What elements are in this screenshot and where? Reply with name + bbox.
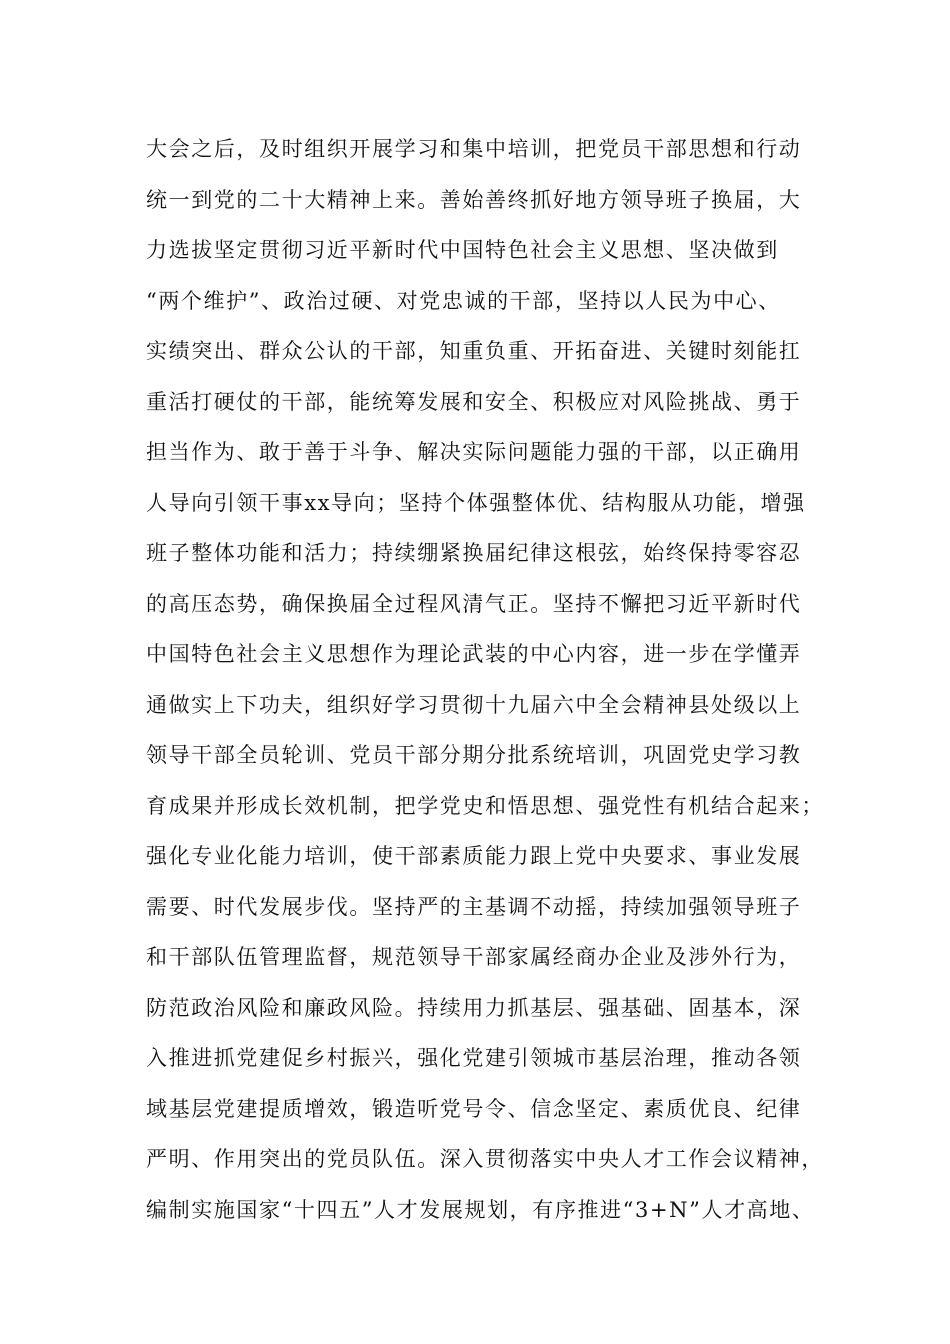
text-line: 需要、时代发展步伐。坚持严的主基调不动摇，持续加强领导班子 [146,894,802,919]
text-line: 大会之后，及时组织开展学习和集中培训，把党员干部思想和行动 [146,137,802,161]
text-line: 统一到党的二十大精神上来。善始善终抓好地方领导班子换届，大 [146,187,802,212]
text-line: 强化专业化能力培训，使干部素质能力跟上党中央要求、事业发展 [146,844,802,868]
text-line: 力选拔坚定贯彻习近平新时代中国特色社会主义思想、坚决做到 [146,238,779,262]
text-line: 通做实上下功夫，组织好学习贯彻十九届六中全会精神县处级以上 [146,692,802,717]
text-line: 入推进抓党建促乡村振兴，强化党建引领城市基层治理，推动各领 [146,1046,802,1070]
text-line: 严明、作用突出的党员队伍。深入贯彻落实中央人才工作会议精神， [146,1147,824,1171]
text-line: 重活打硬仗的干部，能统筹发展和安全、积极应对风险挑战、勇于 [146,389,802,414]
text-line: 和干部队伍管理监督，规范领导干部家属经商办企业及涉外行为， [146,945,802,969]
text-line: 防范政治风险和廉政风险。持续用力抓基层、强基础、固基本，深 [146,995,802,1020]
text-line: 编制实施国家“十四五”人才发展规划，有序推进“3+N”人才高地、 [146,1197,815,1222]
text-line: 班子整体功能和活力；持续绷紧换届纪律这根弦，始终保持零容忍 [146,541,802,565]
text-line: 域基层党建提质增效，锻造听党号令、信念坚定、素质优良、纪律 [146,1096,802,1121]
text-line: 中国特色社会主义思想作为理论武装的中心内容，进一步在学懂弄 [146,642,802,666]
text-line: 担当作为、敢于善于斗争、解决实际问题能力强的干部，以正确用 [146,440,802,464]
text-line: 领导干部全员轮训、党员干部分期分批系统培训，巩固党史学习教 [146,743,802,767]
text-line: 实绩突出、群众公认的干部，知重负重、开拓奋进、关键时刻能扛 [146,339,802,363]
text-line: “两个维护”、政治过硬、对党忠诚的干部，坚持以人民为中心、 [146,288,781,313]
text-line: 人导向引领干事xx导向；坚持个体强整体优、结构服从功能，增强 [146,490,806,515]
body-paragraph [146,130,836,1241]
text-line: 育成果并形成长效机制，把学党史和悟思想、强党性有机结合起来； [146,793,824,818]
text-line: 的高压态势，确保换届全过程风清气正。坚持不懈把习近平新时代 [146,591,802,616]
